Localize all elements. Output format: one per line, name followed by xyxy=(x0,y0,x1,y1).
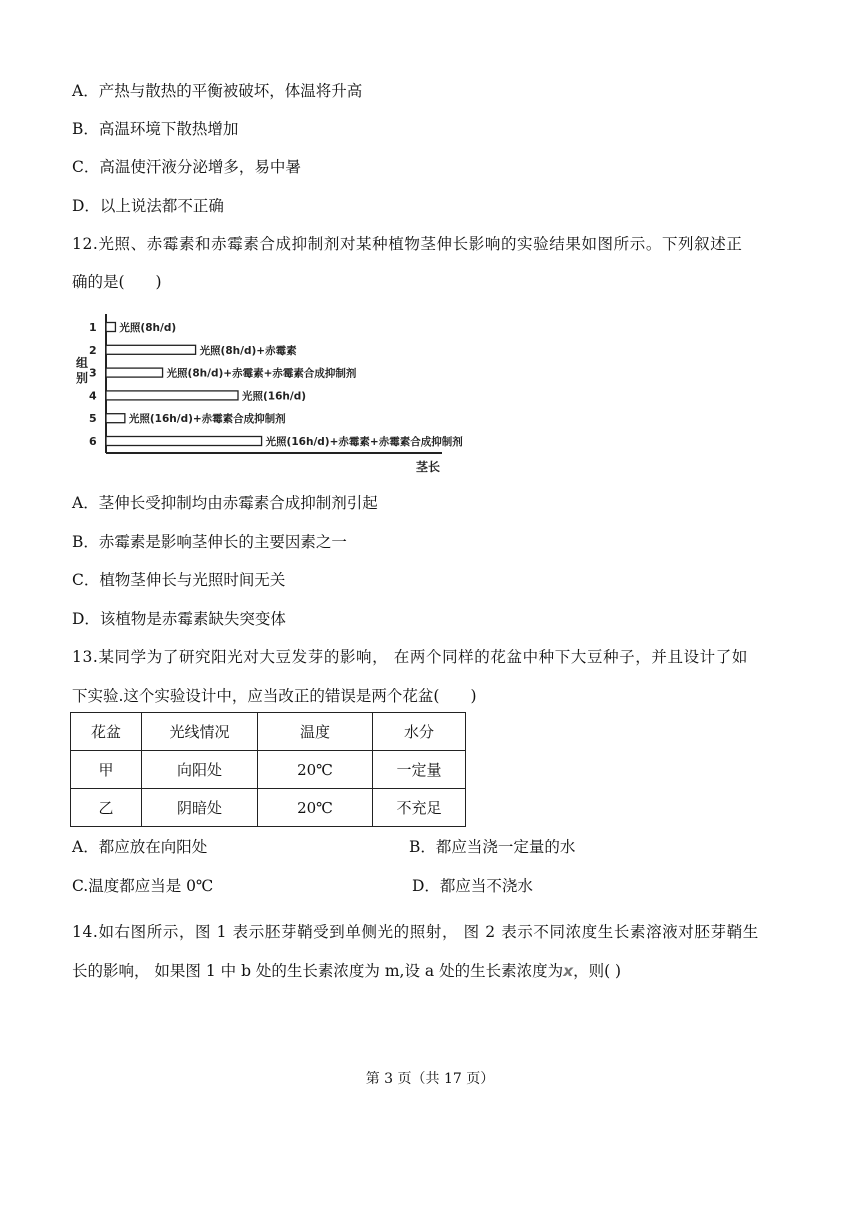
q13-option-d: D．都应当不浇水 xyxy=(412,877,533,895)
table-cell: 阴暗处 xyxy=(142,789,258,827)
table-header-cell: 水分 xyxy=(373,713,466,751)
q13-option-a: A．都应放在向阳处 xyxy=(72,838,208,856)
table-row xyxy=(71,789,466,827)
bar-label: 光照(16h/d)+赤霉素+赤霉素合成抑制剂 xyxy=(265,436,463,448)
table-cell: 不充足 xyxy=(373,789,466,827)
q11-option-d: D．以上说法都不正确 xyxy=(72,197,224,215)
table-row xyxy=(71,751,466,789)
q14-stem-line1: 14.如右图所示，图 1 表示胚芽鞘受到单侧光的照射， 图 2 表示不同浓度生长素溶液对胚芽鞘生 xyxy=(72,923,759,941)
y-axis-label: 别 xyxy=(76,371,89,385)
q12-option-b: B．赤霉素是影响茎伸长的主要因素之一 xyxy=(72,533,347,551)
table-cell: 一定量 xyxy=(373,751,466,789)
bar-label: 光照(8h/d) xyxy=(119,322,177,334)
q13-option-c: C.温度都应当是 0℃ xyxy=(72,877,214,895)
bar xyxy=(106,323,115,332)
category-tick-label: 1 xyxy=(89,321,97,334)
table-header-cell: 花盆 xyxy=(71,713,142,751)
q11-option-b: B．高温环境下散热增加 xyxy=(72,120,239,138)
category-tick-label: 2 xyxy=(89,343,97,357)
q11-option-c: C．高温使汗液分泌增多，易中暑 xyxy=(72,158,301,176)
bar xyxy=(106,437,262,446)
q14-stem-line2 xyxy=(72,961,621,981)
q12-stem-line1: 12.光照、赤霉素和赤霉素合成抑制剂对某种植物茎伸长影响的实验结果如图所示。下列叙述正 xyxy=(72,235,743,253)
q14-stem-line2-end: ，则( ) xyxy=(573,962,622,980)
q13-stem-line1: 13.某同学为了研究阳光对大豆发芽的影响， 在两个同样的花盆中种下大豆种子，并且设计了如 xyxy=(72,648,748,666)
bar xyxy=(106,414,125,423)
q13-option-b: B．都应当浇一定量的水 xyxy=(409,838,576,856)
table-cell: 20℃ xyxy=(258,751,373,789)
q11-option-a: A．产热与散热的平衡被破坏，体温将升高 xyxy=(72,82,363,100)
table-cell: 20℃ xyxy=(258,789,373,827)
bar-label: 光照(16h/d)+赤霉素合成抑制剂 xyxy=(128,413,286,426)
bar-label: 光照(8h/d)+赤霉素+赤霉素合成抑制剂 xyxy=(166,367,357,380)
q12-stem-line2: 确的是( ) xyxy=(72,273,162,291)
stem-length-bar-chart xyxy=(76,312,463,477)
y-axis-label: 组 xyxy=(76,356,89,370)
category-tick-label: 5 xyxy=(89,412,97,426)
table-cell: 乙 xyxy=(71,789,142,827)
bar xyxy=(106,391,238,400)
bar-label: 光照(16h/d) xyxy=(242,390,307,403)
table-header-row xyxy=(71,713,466,751)
page-footer: 第 3 页（共 17 页） xyxy=(365,1071,495,1087)
variable-x: x xyxy=(563,962,574,980)
experiment-table xyxy=(70,712,466,827)
x-axis-label: 茎长 xyxy=(416,460,441,474)
table-cell: 向阳处 xyxy=(142,751,258,789)
category-tick-label: 4 xyxy=(89,389,97,403)
table-header-cell: 温度 xyxy=(258,713,373,751)
q14-stem-line2-text: 长的影响， 如果图 1 中 b 处的生长素浓度为 m,设 a 处的生长素浓度为 xyxy=(72,962,564,980)
bar xyxy=(106,368,163,377)
table-header-cell: 光线情况 xyxy=(142,713,258,751)
bar xyxy=(106,345,196,354)
q12-option-d: D．该植物是赤霉素缺失突变体 xyxy=(72,610,286,628)
q13-stem-line2: 下实验.这个实验设计中，应当改正的错误是两个花盆( ) xyxy=(72,687,477,705)
q12-option-a: A．茎伸长受抑制均由赤霉素合成抑制剂引起 xyxy=(72,494,378,512)
bar-label: 光照(8h/d)+赤霉素 xyxy=(199,344,297,357)
table-cell: 甲 xyxy=(71,751,142,789)
q12-option-c: C．植物茎伸长与光照时间无关 xyxy=(72,571,286,589)
category-tick-label: 6 xyxy=(89,435,97,448)
category-tick-label: 3 xyxy=(89,366,97,380)
